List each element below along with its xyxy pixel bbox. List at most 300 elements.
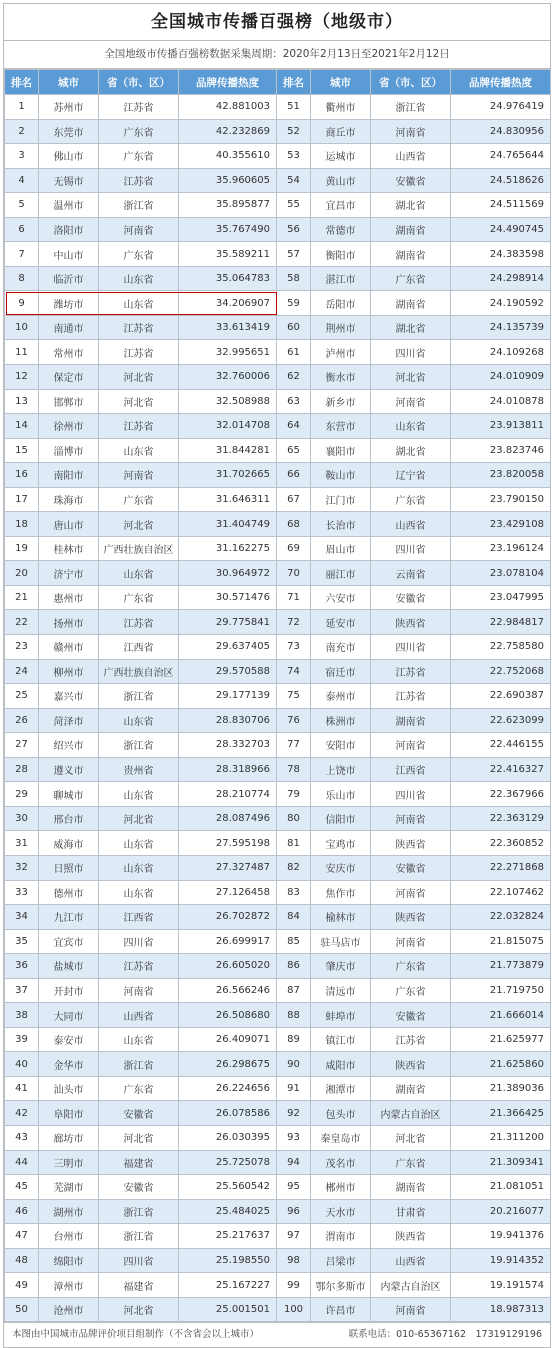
table-row [5, 561, 551, 586]
rank-cell: 59 [277, 291, 311, 316]
heat-cell: 33.613419 [179, 315, 277, 340]
province-cell: 安徽省 [99, 1101, 179, 1126]
rank-cell: 16 [5, 463, 39, 488]
province-cell: 安徽省 [371, 1003, 451, 1028]
table-row [5, 315, 551, 340]
heat-cell: 24.490745 [451, 217, 551, 242]
heat-cell: 26.409071 [179, 1027, 277, 1052]
city-cell: 榆林市 [311, 905, 371, 930]
heat-cell: 21.081051 [451, 1175, 551, 1200]
city-cell: 阜阳市 [39, 1101, 99, 1126]
city-cell: 岳阳市 [311, 291, 371, 316]
city-cell: 襄阳市 [311, 438, 371, 463]
table-row [5, 635, 551, 660]
city-cell: 许昌市 [311, 1297, 371, 1322]
table-row [5, 905, 551, 930]
table-row [5, 708, 551, 733]
city-cell: 柳州市 [39, 659, 99, 684]
heat-cell: 26.078586 [179, 1101, 277, 1126]
heat-cell: 24.135739 [451, 315, 551, 340]
city-cell: 扬州市 [39, 610, 99, 635]
province-cell: 江西省 [99, 635, 179, 660]
rank-cell: 43 [5, 1125, 39, 1150]
city-cell: 天水市 [311, 1199, 371, 1224]
rank-cell: 21 [5, 585, 39, 610]
rank-cell: 52 [277, 119, 311, 144]
heat-cell: 22.107462 [451, 880, 551, 905]
city-cell: 东莞市 [39, 119, 99, 144]
table-row [5, 1297, 551, 1322]
rank-cell: 68 [277, 512, 311, 537]
table-row [5, 880, 551, 905]
heat-cell: 26.030395 [179, 1125, 277, 1150]
table-row [5, 585, 551, 610]
city-cell: 宜宾市 [39, 929, 99, 954]
table-row [5, 659, 551, 684]
rank-cell: 79 [277, 782, 311, 807]
rank-cell: 99 [277, 1273, 311, 1298]
rank-cell: 17 [5, 487, 39, 512]
rank-cell: 100 [277, 1297, 311, 1322]
table-row [5, 266, 551, 291]
province-cell: 山东省 [99, 831, 179, 856]
province-cell: 浙江省 [99, 684, 179, 709]
city-cell: 商丘市 [311, 119, 371, 144]
rank-cell: 93 [277, 1125, 311, 1150]
rank-cell: 36 [5, 954, 39, 979]
province-cell: 河北省 [371, 1125, 451, 1150]
table-row [5, 463, 551, 488]
rank-cell: 67 [277, 487, 311, 512]
province-cell: 四川省 [371, 782, 451, 807]
province-cell: 山东省 [99, 708, 179, 733]
city-cell: 沧州市 [39, 1297, 99, 1322]
rank-cell: 66 [277, 463, 311, 488]
heat-cell: 23.820058 [451, 463, 551, 488]
heat-cell: 23.823746 [451, 438, 551, 463]
rank-cell: 62 [277, 365, 311, 390]
city-cell: 肇庆市 [311, 954, 371, 979]
rank-cell: 41 [5, 1076, 39, 1101]
city-cell: 嘉兴市 [39, 684, 99, 709]
page-title: 全国城市传播百强榜（地级市） [4, 4, 550, 41]
city-cell: 苏州市 [39, 95, 99, 120]
rank-cell: 45 [5, 1175, 39, 1200]
city-cell: 茂名市 [311, 1150, 371, 1175]
rank-cell: 98 [277, 1248, 311, 1273]
province-cell: 安徽省 [371, 585, 451, 610]
table-row [5, 978, 551, 1003]
col-header-heat-right: 品牌传播热度 [451, 70, 551, 95]
rank-cell: 7 [5, 242, 39, 267]
heat-cell: 31.844281 [179, 438, 277, 463]
province-cell: 湖北省 [371, 193, 451, 218]
rank-cell: 24 [5, 659, 39, 684]
heat-cell: 28.318966 [179, 757, 277, 782]
heat-cell: 24.383598 [451, 242, 551, 267]
rank-cell: 51 [277, 95, 311, 120]
rank-cell: 5 [5, 193, 39, 218]
rank-cell: 64 [277, 414, 311, 439]
city-cell: 济宁市 [39, 561, 99, 586]
rank-cell: 73 [277, 635, 311, 660]
table-row [5, 512, 551, 537]
col-header-rank-right: 排名 [277, 70, 311, 95]
city-cell: 包头市 [311, 1101, 371, 1126]
city-cell: 咸阳市 [311, 1052, 371, 1077]
table-row [5, 1125, 551, 1150]
heat-cell: 21.311200 [451, 1125, 551, 1150]
rank-cell: 55 [277, 193, 311, 218]
rank-cell: 90 [277, 1052, 311, 1077]
heat-cell: 21.366425 [451, 1101, 551, 1126]
city-cell: 临沂市 [39, 266, 99, 291]
rank-cell: 4 [5, 168, 39, 193]
city-cell: 徐州市 [39, 414, 99, 439]
table-row [5, 168, 551, 193]
table-row [5, 1003, 551, 1028]
province-cell: 河北省 [99, 806, 179, 831]
heat-cell: 22.984817 [451, 610, 551, 635]
city-cell: 佛山市 [39, 144, 99, 169]
footer-contact: 联系电话：010-65367162 17319129196 [348, 1329, 542, 1341]
table-row [5, 1175, 551, 1200]
table-row [5, 929, 551, 954]
rank-cell: 1 [5, 95, 39, 120]
table-row [5, 1052, 551, 1077]
city-cell: 大同市 [39, 1003, 99, 1028]
city-cell: 安庆市 [311, 855, 371, 880]
heat-cell: 31.162275 [179, 536, 277, 561]
rank-cell: 29 [5, 782, 39, 807]
province-cell: 江西省 [371, 757, 451, 782]
province-cell: 湖南省 [371, 1076, 451, 1101]
table-row [5, 855, 551, 880]
col-header-province-left: 省（市、区） [99, 70, 179, 95]
rank-cell: 46 [5, 1199, 39, 1224]
province-cell: 四川省 [99, 1248, 179, 1273]
rank-cell: 87 [277, 978, 311, 1003]
rank-cell: 80 [277, 806, 311, 831]
heat-cell: 42.232869 [179, 119, 277, 144]
city-cell: 吕梁市 [311, 1248, 371, 1273]
province-cell: 湖南省 [371, 291, 451, 316]
heat-cell: 22.690387 [451, 684, 551, 709]
province-cell: 山东省 [99, 880, 179, 905]
rank-cell: 47 [5, 1224, 39, 1249]
city-cell: 长治市 [311, 512, 371, 537]
rank-cell: 60 [277, 315, 311, 340]
heat-cell: 23.196124 [451, 536, 551, 561]
ranking-table [4, 69, 551, 1322]
province-cell: 湖南省 [371, 217, 451, 242]
heat-cell: 24.298914 [451, 266, 551, 291]
rank-cell: 95 [277, 1175, 311, 1200]
province-cell: 湖北省 [371, 315, 451, 340]
rank-cell: 53 [277, 144, 311, 169]
heat-cell: 22.758580 [451, 635, 551, 660]
table-row [5, 1150, 551, 1175]
rank-cell: 69 [277, 536, 311, 561]
heat-cell: 23.913811 [451, 414, 551, 439]
table-row [5, 487, 551, 512]
province-cell: 广东省 [99, 119, 179, 144]
city-cell: 运城市 [311, 144, 371, 169]
heat-cell: 24.109268 [451, 340, 551, 365]
heat-cell: 32.760006 [179, 365, 277, 390]
province-cell: 湖南省 [371, 708, 451, 733]
city-cell: 泸州市 [311, 340, 371, 365]
city-cell: 宜昌市 [311, 193, 371, 218]
table-row [5, 193, 551, 218]
rank-cell: 49 [5, 1273, 39, 1298]
province-cell: 山东省 [99, 266, 179, 291]
ranking-sheet [3, 3, 551, 1348]
city-cell: 绵阳市 [39, 1248, 99, 1273]
province-cell: 河南省 [99, 217, 179, 242]
province-cell: 河北省 [99, 1297, 179, 1322]
city-cell: 延安市 [311, 610, 371, 635]
col-header-city-right: 城市 [311, 70, 371, 95]
province-cell: 江苏省 [99, 610, 179, 635]
province-cell: 陕西省 [371, 610, 451, 635]
city-cell: 常州市 [39, 340, 99, 365]
rank-cell: 23 [5, 635, 39, 660]
city-cell: 泰安市 [39, 1027, 99, 1052]
rank-cell: 8 [5, 266, 39, 291]
rank-cell: 25 [5, 684, 39, 709]
heat-cell: 28.087496 [179, 806, 277, 831]
table-row [5, 1248, 551, 1273]
rank-cell: 89 [277, 1027, 311, 1052]
rank-cell: 94 [277, 1150, 311, 1175]
heat-cell: 25.198550 [179, 1248, 277, 1273]
heat-cell: 26.605020 [179, 954, 277, 979]
heat-cell: 19.914352 [451, 1248, 551, 1273]
rank-cell: 74 [277, 659, 311, 684]
city-cell: 南充市 [311, 635, 371, 660]
province-cell: 四川省 [371, 340, 451, 365]
province-cell: 陕西省 [371, 831, 451, 856]
rank-cell: 18 [5, 512, 39, 537]
rank-cell: 20 [5, 561, 39, 586]
heat-cell: 26.566246 [179, 978, 277, 1003]
city-cell: 惠州市 [39, 585, 99, 610]
province-cell: 甘肃省 [371, 1199, 451, 1224]
table-row [5, 217, 551, 242]
city-cell: 上饶市 [311, 757, 371, 782]
rank-cell: 13 [5, 389, 39, 414]
heat-cell: 27.595198 [179, 831, 277, 856]
heat-cell: 22.032824 [451, 905, 551, 930]
heat-cell: 22.623099 [451, 708, 551, 733]
table-row [5, 414, 551, 439]
page-subtitle: 全国地级市传播百强榜数据采集周期：2020年2月13日至2021年2月12日 [4, 41, 550, 69]
province-cell: 山东省 [371, 414, 451, 439]
table-row [5, 757, 551, 782]
heat-cell: 26.508680 [179, 1003, 277, 1028]
rank-cell: 61 [277, 340, 311, 365]
heat-cell: 31.646311 [179, 487, 277, 512]
province-cell: 山东省 [99, 782, 179, 807]
province-cell: 浙江省 [99, 1052, 179, 1077]
table-row [5, 733, 551, 758]
city-cell: 焦作市 [311, 880, 371, 905]
col-header-rank-left: 排名 [5, 70, 39, 95]
province-cell: 陕西省 [371, 1224, 451, 1249]
heat-cell: 21.815075 [451, 929, 551, 954]
heat-cell: 22.360852 [451, 831, 551, 856]
city-cell: 驻马店市 [311, 929, 371, 954]
table-row [5, 340, 551, 365]
city-cell: 无锡市 [39, 168, 99, 193]
heat-cell: 21.389036 [451, 1076, 551, 1101]
province-cell: 江苏省 [371, 659, 451, 684]
table-row [5, 95, 551, 120]
rank-cell: 42 [5, 1101, 39, 1126]
city-cell: 东营市 [311, 414, 371, 439]
city-cell: 南阳市 [39, 463, 99, 488]
rank-cell: 39 [5, 1027, 39, 1052]
city-cell: 信阳市 [311, 806, 371, 831]
heat-cell: 23.429108 [451, 512, 551, 537]
province-cell: 广东省 [371, 1150, 451, 1175]
heat-cell: 24.190592 [451, 291, 551, 316]
city-cell: 秦皇岛市 [311, 1125, 371, 1150]
city-cell: 湛江市 [311, 266, 371, 291]
heat-cell: 23.047995 [451, 585, 551, 610]
rank-cell: 15 [5, 438, 39, 463]
city-cell: 金华市 [39, 1052, 99, 1077]
heat-cell: 21.625977 [451, 1027, 551, 1052]
heat-cell: 21.719750 [451, 978, 551, 1003]
province-cell: 福建省 [99, 1150, 179, 1175]
table-row [5, 610, 551, 635]
heat-cell: 25.484025 [179, 1199, 277, 1224]
city-cell: 常德市 [311, 217, 371, 242]
province-cell: 广东省 [371, 266, 451, 291]
city-cell: 黄山市 [311, 168, 371, 193]
heat-cell: 29.177139 [179, 684, 277, 709]
city-cell: 衡阳市 [311, 242, 371, 267]
province-cell: 江西省 [99, 905, 179, 930]
heat-cell: 27.327487 [179, 855, 277, 880]
table-row [5, 536, 551, 561]
rank-cell: 65 [277, 438, 311, 463]
city-cell: 蚌埠市 [311, 1003, 371, 1028]
table-row [5, 1273, 551, 1298]
heat-cell: 32.995651 [179, 340, 277, 365]
table-row [5, 954, 551, 979]
province-cell: 四川省 [371, 635, 451, 660]
province-cell: 广东省 [99, 585, 179, 610]
table-row [5, 291, 551, 316]
province-cell: 广西壮族自治区 [99, 659, 179, 684]
rank-cell: 50 [5, 1297, 39, 1322]
city-cell: 镇江市 [311, 1027, 371, 1052]
city-cell: 衢州市 [311, 95, 371, 120]
city-cell: 德州市 [39, 880, 99, 905]
province-cell: 广东省 [371, 978, 451, 1003]
province-cell: 湖北省 [371, 438, 451, 463]
province-cell: 河北省 [99, 365, 179, 390]
heat-cell: 32.014708 [179, 414, 277, 439]
city-cell: 邢台市 [39, 806, 99, 831]
table-row [5, 389, 551, 414]
province-cell: 广东省 [99, 487, 179, 512]
rank-cell: 97 [277, 1224, 311, 1249]
table-row [5, 144, 551, 169]
heat-cell: 31.702665 [179, 463, 277, 488]
city-cell: 盐城市 [39, 954, 99, 979]
heat-cell: 24.976419 [451, 95, 551, 120]
heat-cell: 28.332703 [179, 733, 277, 758]
province-cell: 山东省 [99, 1027, 179, 1052]
rank-cell: 56 [277, 217, 311, 242]
heat-cell: 29.570588 [179, 659, 277, 684]
province-cell: 山东省 [99, 438, 179, 463]
heat-cell: 23.790150 [451, 487, 551, 512]
province-cell: 河南省 [371, 806, 451, 831]
rank-cell: 2 [5, 119, 39, 144]
table-row [5, 1224, 551, 1249]
rank-cell: 28 [5, 757, 39, 782]
heat-cell: 21.625860 [451, 1052, 551, 1077]
rank-cell: 88 [277, 1003, 311, 1028]
province-cell: 安徽省 [371, 168, 451, 193]
heat-cell: 25.167227 [179, 1273, 277, 1298]
province-cell: 内蒙古自治区 [371, 1273, 451, 1298]
province-cell: 广东省 [99, 144, 179, 169]
heat-cell: 32.508988 [179, 389, 277, 414]
city-cell: 六安市 [311, 585, 371, 610]
rank-cell: 85 [277, 929, 311, 954]
rank-cell: 3 [5, 144, 39, 169]
heat-cell: 31.404749 [179, 512, 277, 537]
province-cell: 广东省 [371, 954, 451, 979]
heat-cell: 26.702872 [179, 905, 277, 930]
rank-cell: 12 [5, 365, 39, 390]
table-row [5, 831, 551, 856]
province-cell: 湖南省 [371, 242, 451, 267]
city-cell: 眉山市 [311, 536, 371, 561]
heat-cell: 22.363129 [451, 806, 551, 831]
city-cell: 清远市 [311, 978, 371, 1003]
col-header-heat-left: 品牌传播热度 [179, 70, 277, 95]
city-cell: 台州市 [39, 1224, 99, 1249]
province-cell: 江苏省 [371, 684, 451, 709]
rank-cell: 81 [277, 831, 311, 856]
city-cell: 赣州市 [39, 635, 99, 660]
city-cell: 安阳市 [311, 733, 371, 758]
rank-cell: 54 [277, 168, 311, 193]
heat-cell: 35.895877 [179, 193, 277, 218]
heat-cell: 40.355610 [179, 144, 277, 169]
province-cell: 江苏省 [99, 414, 179, 439]
city-cell: 渭南市 [311, 1224, 371, 1249]
city-cell: 乐山市 [311, 782, 371, 807]
city-cell: 新乡市 [311, 389, 371, 414]
province-cell: 广西壮族自治区 [99, 536, 179, 561]
province-cell: 河南省 [99, 463, 179, 488]
rank-cell: 48 [5, 1248, 39, 1273]
province-cell: 江苏省 [99, 168, 179, 193]
rank-cell: 32 [5, 855, 39, 880]
heat-cell: 24.010909 [451, 365, 551, 390]
province-cell: 贵州省 [99, 757, 179, 782]
rank-cell: 77 [277, 733, 311, 758]
rank-cell: 35 [5, 929, 39, 954]
